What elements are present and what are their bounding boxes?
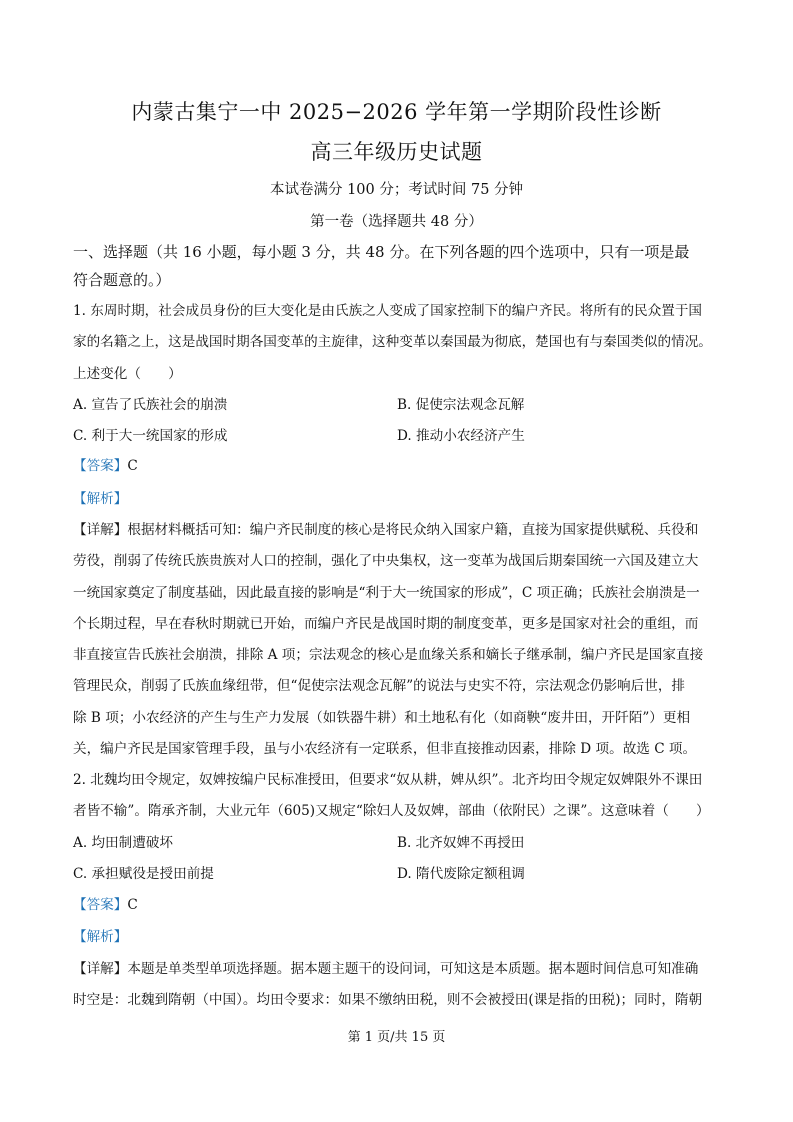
analysis-label: 【解析】 [73,929,128,945]
detail-line: 一统国家奠定了制度基础，因此最直接的影响是“利于大一统国家的形成”，C 项正确；氏族社会崩溃是一 [73,584,700,601]
analysis-label: 【解析】 [73,491,128,507]
question-1-answer [73,451,138,481]
question-2-options [73,828,723,890]
detail-line: 个长期过程，早在春秋时期就已开始，而编户齐民是战国时期的制度变革，更多是国家对社会的重组，而 [73,615,699,632]
exam-subtitle: 高三年级历史试题 [310,140,483,164]
exam-title: 内蒙古集宁一中 2025−2026 学年第一学期阶段性诊断 [131,100,662,124]
detail-line: 劳役，削弱了传统氏族贵族对人口的控制，强化了中央集权，这一变革为战国后期秦国统一六国及建立大 [73,553,699,570]
detail-line: 【详解】本题是单类型单项选择题。据本题主题干的设问词，可知这是本质题。据本题时间信息可知准确 [73,961,699,977]
question-2-detail [73,954,723,1017]
detail-line: 非直接宣告氏族社会崩溃，排除 A 项；宗法观念的核心是血缘关系和嫡长子继承制，编户齐民是国家直接 [73,647,704,664]
question-1-stem-line: 家的名籍之上，这是战国时期各国变革的主旋律，这种变革以秦国最为彻底，楚国也有与秦国类似的情况。 [73,334,712,351]
question-1-stem-line: 1. 东周时期，社会成员身份的巨大变化是由氏族之人变成了国家控制下的编户齐民。将所有的民众置于国 [73,303,703,319]
section-line-1: 一、选择题（共 16 小题，每小题 3 分，共 48 分。在下列各题的四个选项中，只有一项是最 [73,243,690,261]
question-2-answer [73,890,138,920]
section-instructions [73,238,723,294]
question-2-option-d: D. 隋代废除定额租调 [397,866,525,882]
answer-value: C [127,897,138,913]
exam-info: 本试卷满分 100 分；考试时间 75 分钟 [269,182,524,198]
volume-title: 第一卷（选择题共 48 分） [310,214,483,230]
question-1-option-c: C. 利于大一统国家的形成 [73,428,228,444]
question-1-detail [73,515,723,765]
answer-label: 【答案】 [73,458,128,474]
detail-line: 关，编户齐民是国家管理手段，虽与小农经济有一定联系，但非直接推动因素，排除 D 项。故选 C 项。 [73,741,697,758]
question-1-option-b: B. 促使宗法观念瓦解 [397,397,525,413]
question-2-stem-line: 2. 北魏均田令规定，奴婢按编户民标准授田，但要求“奴从耕，婢从织”。北齐均田令规定奴婢限外不课田 [73,772,703,788]
section-line-2: 符合题意的。） [73,271,171,289]
answer-value: C [127,458,138,474]
answer-label: 【答案】 [73,897,128,913]
question-1-stem [73,296,723,390]
question-1-analysis-label [73,484,127,514]
question-1-options [73,390,723,452]
question-2-option-a: A. 均田制遭破坏 [73,835,174,851]
detail-line: 【详解】根据材料概括可知：编户齐民制度的核心是将民众纳入国家户籍，直接为国家提供赋税、兵役和 [73,522,699,538]
question-2-option-b: B. 北齐奴婢不再授田 [397,835,525,851]
question-1-option-d: D. 推动小农经济产生 [397,428,525,444]
detail-line: 管理民众，削弱了氏族血缘纽带，但“促使宗法观念瓦解”的说法与史实不符，宗法观念仍影响后世，排 [73,678,686,695]
question-2-option-c: C. 承担赋役是授田前提 [73,866,214,882]
detail-line: 时空是：北魏到隋朝（中国）。均田令要求：如果不缴纳田税，则不会被授田(课是指的田税)；同时，隋朝 [73,992,703,1009]
question-2-stem-line: 者皆不输”。隋承齐制，大业元年（605)又规定“除妇人及奴婢，部曲（依附民）之课”。这意味着（ ） [73,803,710,820]
question-1-option-a: A. 宣告了氏族社会的崩溃 [73,397,228,413]
question-2-stem [73,765,723,828]
page-number: 第 1 页/共 15 页 [347,1030,446,1045]
detail-line: 除 B 项；小农经济的产生与生产力发展（如铁器牛耕）和土地私有化（如商鞅“废井田，开阡陌”）更相 [73,709,691,726]
question-1-stem-line: 上述变化（ ） [73,365,182,382]
question-2-analysis-label [73,922,127,952]
